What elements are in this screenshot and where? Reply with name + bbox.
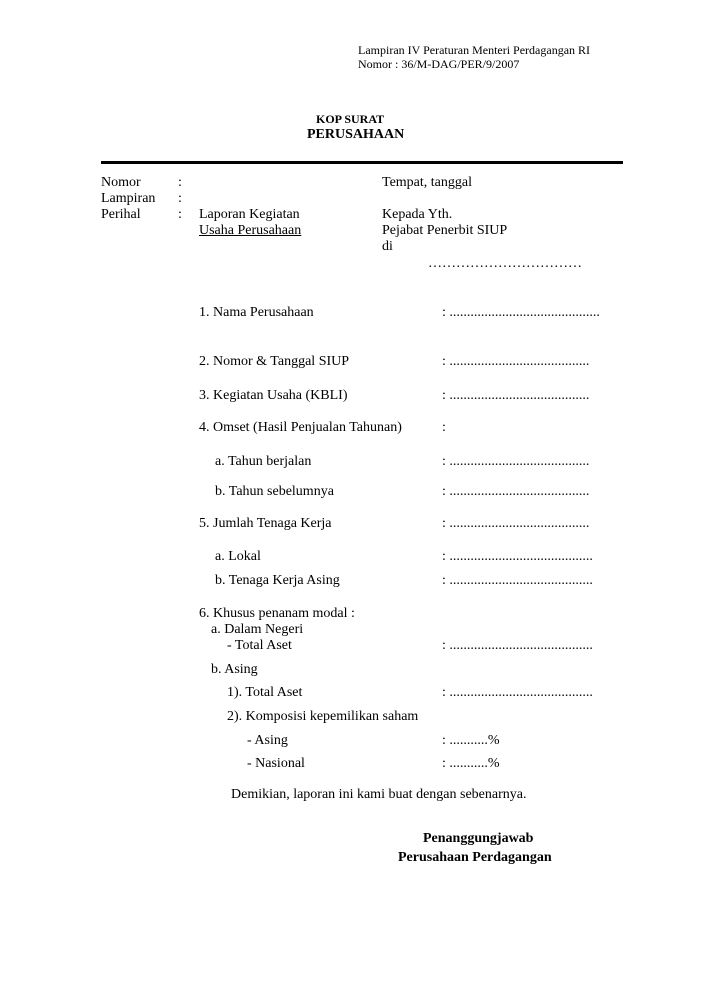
signer-title: Penanggungjawab bbox=[423, 831, 534, 846]
regulation-reference: Lampiran IV Peraturan Menteri Perdagangan RI bbox=[358, 43, 591, 57]
place-date: Tempat, tanggal bbox=[382, 175, 472, 190]
item-tenaga-asing-label: b. Tenaga Kerja Asing bbox=[215, 573, 340, 588]
item-saham-nasional-label: - Nasional bbox=[247, 756, 305, 771]
letterhead-line-1: KOP SURAT bbox=[316, 112, 385, 126]
item-tahun-berjalan-label: a. Tahun berjalan bbox=[215, 454, 312, 469]
item-saham-nasional-value: : ...........% bbox=[442, 756, 500, 771]
signer-company: Perusahaan Perdagangan bbox=[398, 850, 552, 865]
closing-statement: Demikian, laporan ini kami buat dengan sebenarnya. bbox=[231, 787, 527, 802]
item-komposisi-label: 2). Komposisi kepemilikan saham bbox=[227, 709, 419, 724]
perihal-colon: : bbox=[178, 207, 182, 222]
item-total-aset-dn-value: : ......................................... bbox=[442, 638, 593, 653]
item-nama-perusahaan-label: 1. Nama Perusahaan bbox=[199, 305, 314, 320]
item-kegiatan-usaha-value: : ........................................ bbox=[442, 388, 590, 403]
item-tahun-berjalan-value: : ........................................ bbox=[442, 454, 590, 469]
item-asing-group-label: b. Asing bbox=[211, 662, 258, 677]
item-total-aset-dn-label: - Total Aset bbox=[227, 638, 292, 653]
perihal-label: Perihal bbox=[101, 207, 141, 222]
item-omset-label: 4. Omset (Hasil Penjualan Tahunan) bbox=[199, 420, 402, 435]
item-dalam-negeri-label: a. Dalam Negeri bbox=[211, 622, 304, 637]
lampiran-label: Lampiran bbox=[101, 191, 156, 206]
recipient-greeting: Kepada Yth. bbox=[382, 207, 453, 222]
item-khusus-label: 6. Khusus penanam modal : bbox=[199, 606, 355, 621]
item-nomor-siup-label: 2. Nomor & Tanggal SIUP bbox=[199, 354, 350, 369]
nomor-label: Nomor bbox=[101, 175, 141, 190]
nomor-colon: : bbox=[178, 175, 182, 190]
item-lokal-value: : ......................................... bbox=[442, 549, 593, 564]
perihal-line-1: Laporan Kegiatan bbox=[199, 207, 300, 222]
lampiran-colon: : bbox=[178, 191, 182, 206]
item-total-aset-asing-label: 1). Total Aset bbox=[227, 685, 303, 700]
item-nama-perusahaan-value: : ........................................... bbox=[442, 305, 600, 320]
item-tahun-sebelumnya-value: : ........................................ bbox=[442, 484, 590, 499]
item-tenaga-asing-value: : ......................................... bbox=[442, 573, 593, 588]
regulation-number: Nomor : 36/M-DAG/PER/9/2007 bbox=[358, 57, 520, 71]
recipient-name: Pejabat Penerbit SIUP bbox=[382, 223, 508, 238]
item-total-aset-asing-value: : ......................................... bbox=[442, 685, 593, 700]
item-tenaga-kerja-label: 5. Jumlah Tenaga Kerja bbox=[199, 516, 332, 531]
item-saham-asing-label: - Asing bbox=[247, 733, 288, 748]
recipient-location-blank: …………………………… bbox=[428, 256, 582, 271]
item-omset-value: : bbox=[442, 420, 446, 435]
recipient-di: di bbox=[382, 239, 393, 254]
item-tenaga-kerja-value: : ........................................ bbox=[442, 516, 590, 531]
letterhead-line-2: PERUSAHAAN bbox=[307, 127, 405, 142]
item-lokal-label: a. Lokal bbox=[215, 549, 261, 564]
letterhead-rule bbox=[101, 161, 623, 164]
item-nomor-siup-value: : ........................................ bbox=[442, 354, 590, 369]
item-kegiatan-usaha-label: 3. Kegiatan Usaha (KBLI) bbox=[199, 388, 348, 403]
item-tahun-sebelumnya-label: b. Tahun sebelumnya bbox=[215, 484, 334, 499]
perihal-line-2: Usaha Perusahaan bbox=[199, 223, 302, 238]
item-saham-asing-value: : ...........% bbox=[442, 733, 500, 748]
